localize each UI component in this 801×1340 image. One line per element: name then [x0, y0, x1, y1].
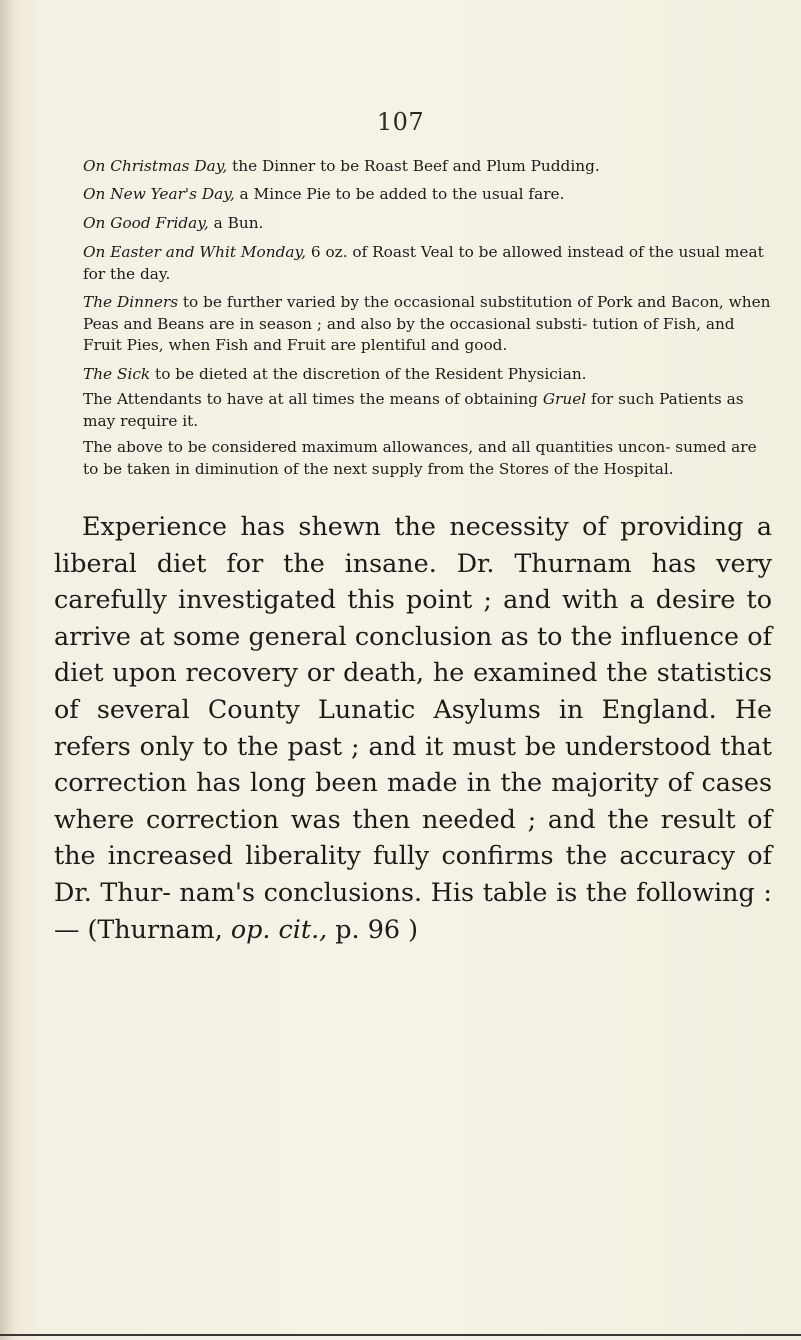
diet-item-new-year: [83, 184, 773, 206]
diet-item-dinners: [83, 292, 773, 357]
citation-page: p. 96 ): [327, 913, 418, 944]
diet-item-lead: On New Year's Day,: [83, 185, 235, 203]
diet-item-lead: The Sick: [83, 365, 151, 383]
diet-item-lead: On Easter and Whit Monday,: [83, 243, 306, 261]
diet-item-good-friday: [83, 213, 773, 235]
attendants-note: [83, 389, 773, 432]
attendants-text-pre: The Attendants to have at all times the means of obtaining: [83, 390, 543, 408]
main-paragraph: [54, 508, 772, 947]
diet-item-lead: On Good Friday,: [83, 214, 209, 232]
diet-item-text: a Mince Pie to be added to the usual fare.: [234, 185, 565, 203]
diet-item-text: to be dieted at the discretion of the Resident Physician.: [150, 365, 587, 383]
diet-item-lead: The Dinners: [83, 293, 179, 311]
diet-item-text: the Dinner to be Roast Beef and Plum Pudding.: [227, 157, 600, 175]
page-edge-shadow: [0, 0, 14, 1340]
diet-item-text: to be further varied by the occasional substitution of Pork and Bacon, when Peas and Beans are in season ; and also by the occasional substi- tution of Fish, and Fruit Pies, when Fish and Fruit are plentiful and good.: [83, 293, 771, 354]
diet-item-christmas: [83, 156, 773, 178]
maximum-allowances-note: The above to be considered maximum allowances, and all quantities uncon- sumed are to be taken in diminution of the next supply from the Stores of the Hospital.: [83, 438, 757, 478]
diet-item-sick: [83, 364, 773, 386]
diet-item-text: 6 oz. of Roast Veal to be allowed instead of the usual meat for the day.: [83, 243, 764, 283]
diet-item-lead: On Christmas Day,: [83, 157, 228, 175]
gruel-word: Gruel: [542, 390, 587, 408]
diet-item-text: a Bun.: [208, 214, 264, 232]
main-paragraph-text: Experience has shewn the necessity of providing a liberal diet for the insane. Dr. Thurnam has very carefully investigated this point ; and with a desire to arrive at some general conclusion as to the influence of diet upon recovery or death, he examined the statistics of several County Lunatic Asylums in England. He refers only to the past ; and it must be understood that correction has long been made in the majority of cases where correction was then needed ; and the result of the increased liberality fully confirms the accuracy of Dr. Thur- nam's conclusions. His table is the following :— (Thurnam,: [54, 511, 772, 944]
citation-op-cit: op. cit.,: [230, 913, 328, 944]
diet-item-easter: [83, 242, 773, 285]
page-number: 107: [376, 108, 425, 136]
bottom-rule: [0, 1334, 801, 1336]
attendants-text-post: for such Patients as may require it.: [83, 390, 744, 430]
